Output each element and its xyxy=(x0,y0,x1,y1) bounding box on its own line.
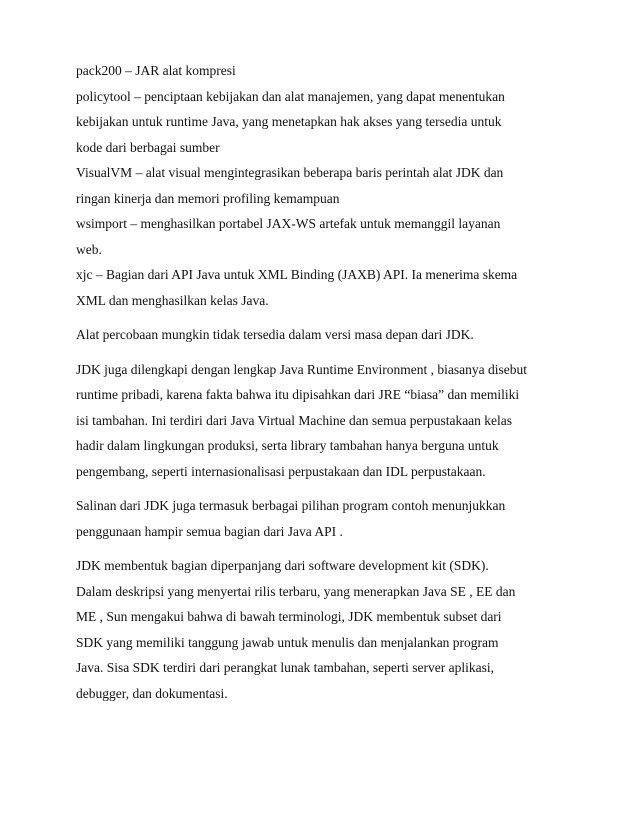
text-line: xjc – Bagian dari API Java untuk XML Binding (JAXB) API. Ia menerima skema xyxy=(76,267,518,282)
text-line: Dalam deskripsi yang menyertai rilis terbaru, yang menerapkan Java SE , EE dan xyxy=(76,583,516,599)
text-line: ME , Sun mengakui bahwa di bawah terminologi, JDK membentuk subset dari xyxy=(76,609,502,624)
text-line: isi tambahan. Ini terdiri dari Java Virtual Machine dan semua perpustakaan kelas xyxy=(76,412,513,428)
paragraph-gap xyxy=(76,313,576,322)
paragraph-gap xyxy=(76,484,576,493)
text-line: XML dan menghasilkan kelas Java. xyxy=(76,292,269,308)
text-line: pack200 – JAR alat kompresi xyxy=(76,63,236,78)
text-line: JDK membentuk bagian diperpanjang dari software development kit (SDK). xyxy=(76,558,489,573)
paragraph-jre xyxy=(76,357,576,485)
paragraph-examples xyxy=(76,493,576,544)
text-line: Salinan dari JDK juga termasuk berbagai pilihan program contoh menunjukkan xyxy=(76,498,506,513)
text-line: debugger, dan dokumentasi. xyxy=(76,685,228,701)
text-line: ringan kinerja dan memori profiling kemampuan xyxy=(76,190,340,206)
text-line: wsimport – menghasilkan portabel JAX-WS artefak untuk memanggil layanan xyxy=(76,216,501,231)
text-line: Java. Sisa SDK terdiri dari perangkat lunak tambahan, seperti server aplikasi, xyxy=(76,660,494,675)
text-line: kode dari berbagai sumber xyxy=(76,139,220,155)
text-line: Alat percobaan mungkin tidak tersedia dalam versi masa depan dari JDK. xyxy=(76,327,474,342)
document-page xyxy=(76,58,576,706)
paragraph-gap xyxy=(76,544,576,553)
text-line: runtime pribadi, karena fakta bahwa itu dipisahkan dari JRE “biasa” dan memiliki xyxy=(76,387,520,402)
paragraph-gap xyxy=(76,348,576,357)
text-line: SDK yang memiliki tanggung jawab untuk menulis dan menjalankan program xyxy=(76,634,499,650)
text-line: hadir dalam lingkungan produksi, serta library tambahan hanya berguna untuk xyxy=(76,438,499,453)
text-line: JDK juga dilengkapi dengan lengkap Java Runtime Environment , biasanya disebut xyxy=(76,361,528,377)
text-line: policytool – penciptaan kebijakan dan alat manajemen, yang dapat menentukan xyxy=(76,88,505,104)
tools-list xyxy=(76,58,576,313)
paragraph-sdk xyxy=(76,553,576,706)
text-line: penggunaan hampir semua bagian dari Java API . xyxy=(76,523,343,539)
text-line: VisualVM – alat visual mengintegrasikan beberapa baris perintah alat JDK dan xyxy=(76,165,504,180)
paragraph-experimental xyxy=(76,322,576,348)
text-line: kebijakan untuk runtime Java, yang menetapkan hak akses yang tersedia untuk xyxy=(76,114,502,129)
text-line: pengembang, seperti internasionalisasi perpustakaan dan IDL perpustakaan. xyxy=(76,463,486,479)
text-line: web. xyxy=(76,241,102,257)
